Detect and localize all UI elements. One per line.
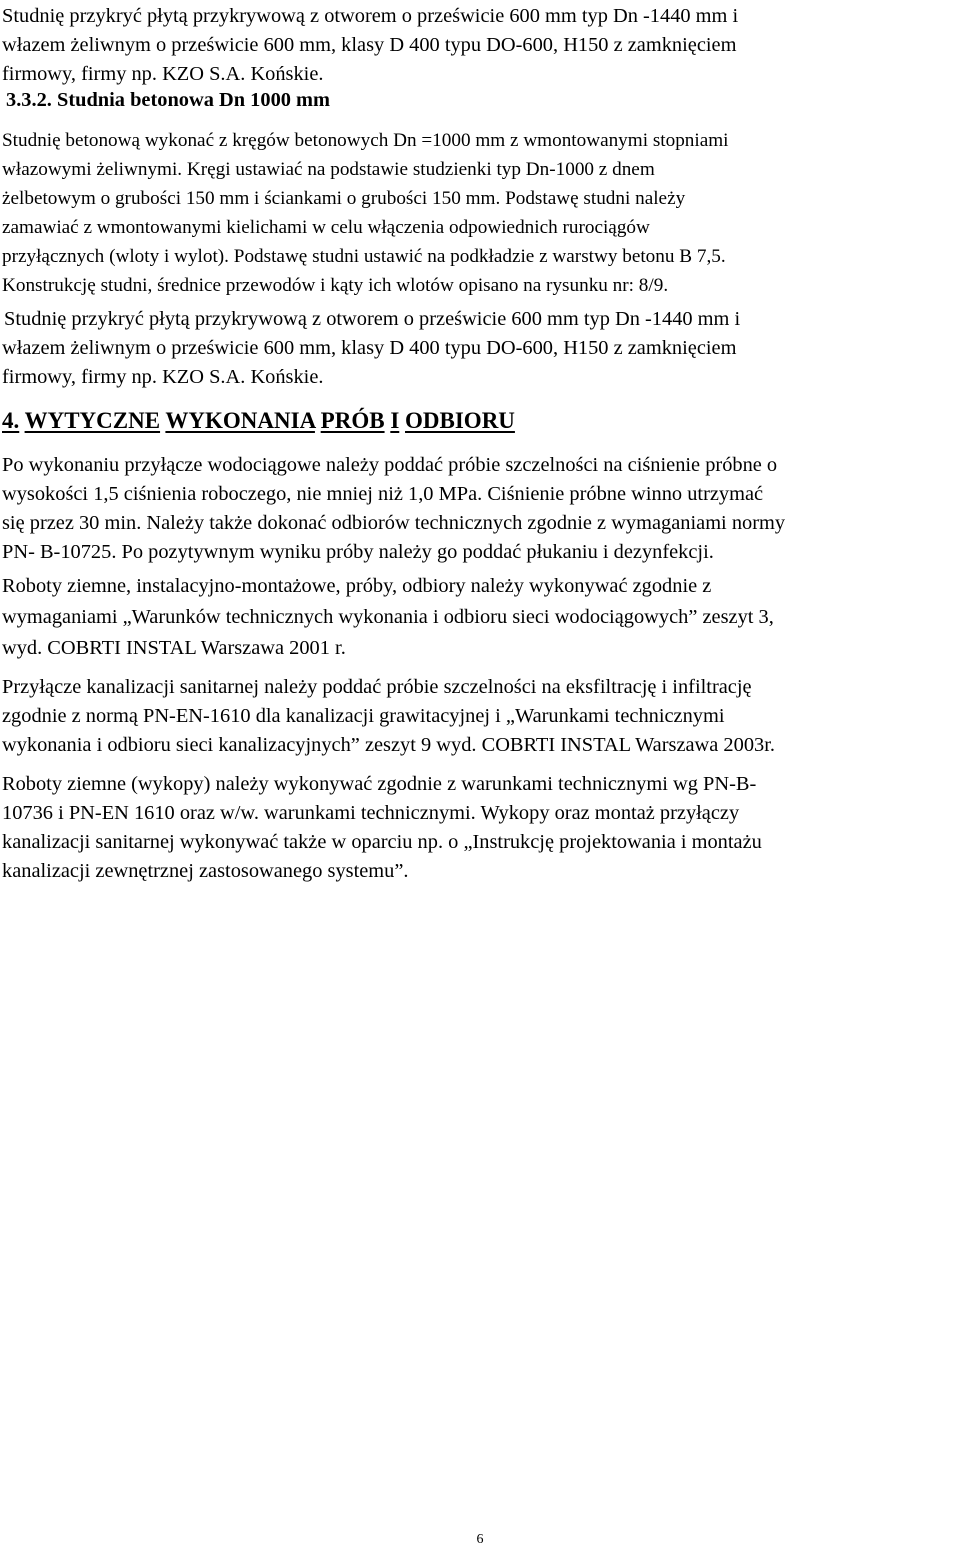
paragraph-roboty-wykopy [2,770,958,886]
text-line: Studnię przykryć płytą przykrywową z otworem o prześwicie 600 mm typ Dn -1440 mm i [2,5,739,27]
text-line: włazowymi żeliwnymi. Kręgi ustawiać na podstawie studzienki typ Dn-1000 z dnem [2,159,655,180]
text-line: Studnię przykryć płytą przykrywową z otworem o prześwicie 600 mm typ Dn -1440 mm i [4,308,741,330]
text-line: Konstrukcję studni, średnice przewodów i kąty ich wlotów opisano na rysunku nr: 8/9. [2,275,669,296]
text-line: Roboty ziemne (wykopy) należy wykonywać zgodnie z warunkami technicznymi wg PN-B- [2,773,757,795]
page-number: 6 [476,1532,484,1547]
paragraph-tests [2,451,958,567]
text-line: Studnię betonową wykonać z kręgów betonowych Dn =1000 mm z wmontowanymi stopniami [2,130,729,151]
text-line: Po wykonaniu przyłącze wodociągowe należy poddać próbie szczelności na ciśnienie próbne o [2,454,778,476]
text-line: firmowy, firmy np. KZO S.A. Końskie. [2,366,324,388]
text-line: kanalizacji sanitarnej wykonywać także w oparciu np. o „Instrukcję projektowania i montażu [2,831,762,853]
text-line: przyłącznych (wloty i wylot). Podstawę studni ustawić na podkładzie z warstwy betonu B 7,5. [2,246,726,267]
text-line: 10736 i PN-EN 1610 oraz w/w. warunkami technicznymi. Wykopy oraz montaż przyłączy [2,802,740,824]
text-line: włazem żeliwnym o prześwicie 600 mm, klasy D 400 typu DO-600, H150 z zamknięciem [2,34,737,56]
cover-paragraph-top [2,2,958,89]
text-line: wyd. COBRTI INSTAL Warszawa 2001 r. [2,637,346,659]
text-line: żelbetowym o grubości 150 mm i ściankami o grubości 150 mm. Podstawę studni należy [2,188,686,209]
text-line: wymaganiami „Warunków technicznych wykonania i odbioru sieci wodociągowych” zeszyt 3, [2,606,774,628]
heading-word: I [390,408,400,433]
text-line: wykonania i odbioru sieci kanalizacyjnych” zeszyt 9 wyd. COBRTI INSTAL Warszawa 2003r. [2,734,775,756]
heading-word: ODBIORU [405,408,515,433]
text-line: zamawiać z wmontowanymi kielichami w celu włączenia odpowiednich rurociągów [2,217,650,238]
paragraph-studnia-betonowa [2,126,958,300]
section-heading-4 [2,406,958,436]
section-heading-3-3-2: 3.3.2. Studnia betonowa Dn 1000 mm [6,89,331,111]
text-line: wysokości 1,5 ciśnienia roboczego, nie mniej niż 1,0 MPa. Ciśnienie próbne winno utrzymać [2,483,764,505]
paragraph-kanalizacja [2,673,958,760]
text-line: Przyłącze kanalizacji sanitarnej należy poddać próbie szczelności na eksfiltrację i infiltrację [2,676,752,698]
paragraph-roboty-wodociag [2,571,958,664]
text-line: kanalizacji zewnętrznej zastosowanego systemu”. [2,860,409,882]
heading-word: WYTYCZNE [24,408,161,433]
text-line: Roboty ziemne, instalacyjno-montażowe, próby, odbiory należy wykonywać zgodnie z [2,575,712,597]
text-line: PN- B-10725. Po pozytywnym wyniku próby należy go poddać płukaniu i dezynfekcji. [2,541,714,563]
text-line: się przez 30 min. Należy także dokonać odbiorów technicznych zgodnie z wymaganiami normy [2,512,786,534]
heading-word: WYKONANIA [165,408,315,433]
text-line: firmowy, firmy np. KZO S.A. Końskie. [2,63,324,85]
heading-word: PRÓB [320,408,385,433]
section-number: 4. [2,408,20,433]
text-line: włazem żeliwnym o prześwicie 600 mm, klasy D 400 typu DO-600, H150 z zamknięciem [2,337,737,359]
text-line: zgodnie z normą PN-EN-1610 dla kanalizacji grawitacyjnej i „Warunkami technicznymi [2,705,725,727]
cover-paragraph [2,305,958,392]
